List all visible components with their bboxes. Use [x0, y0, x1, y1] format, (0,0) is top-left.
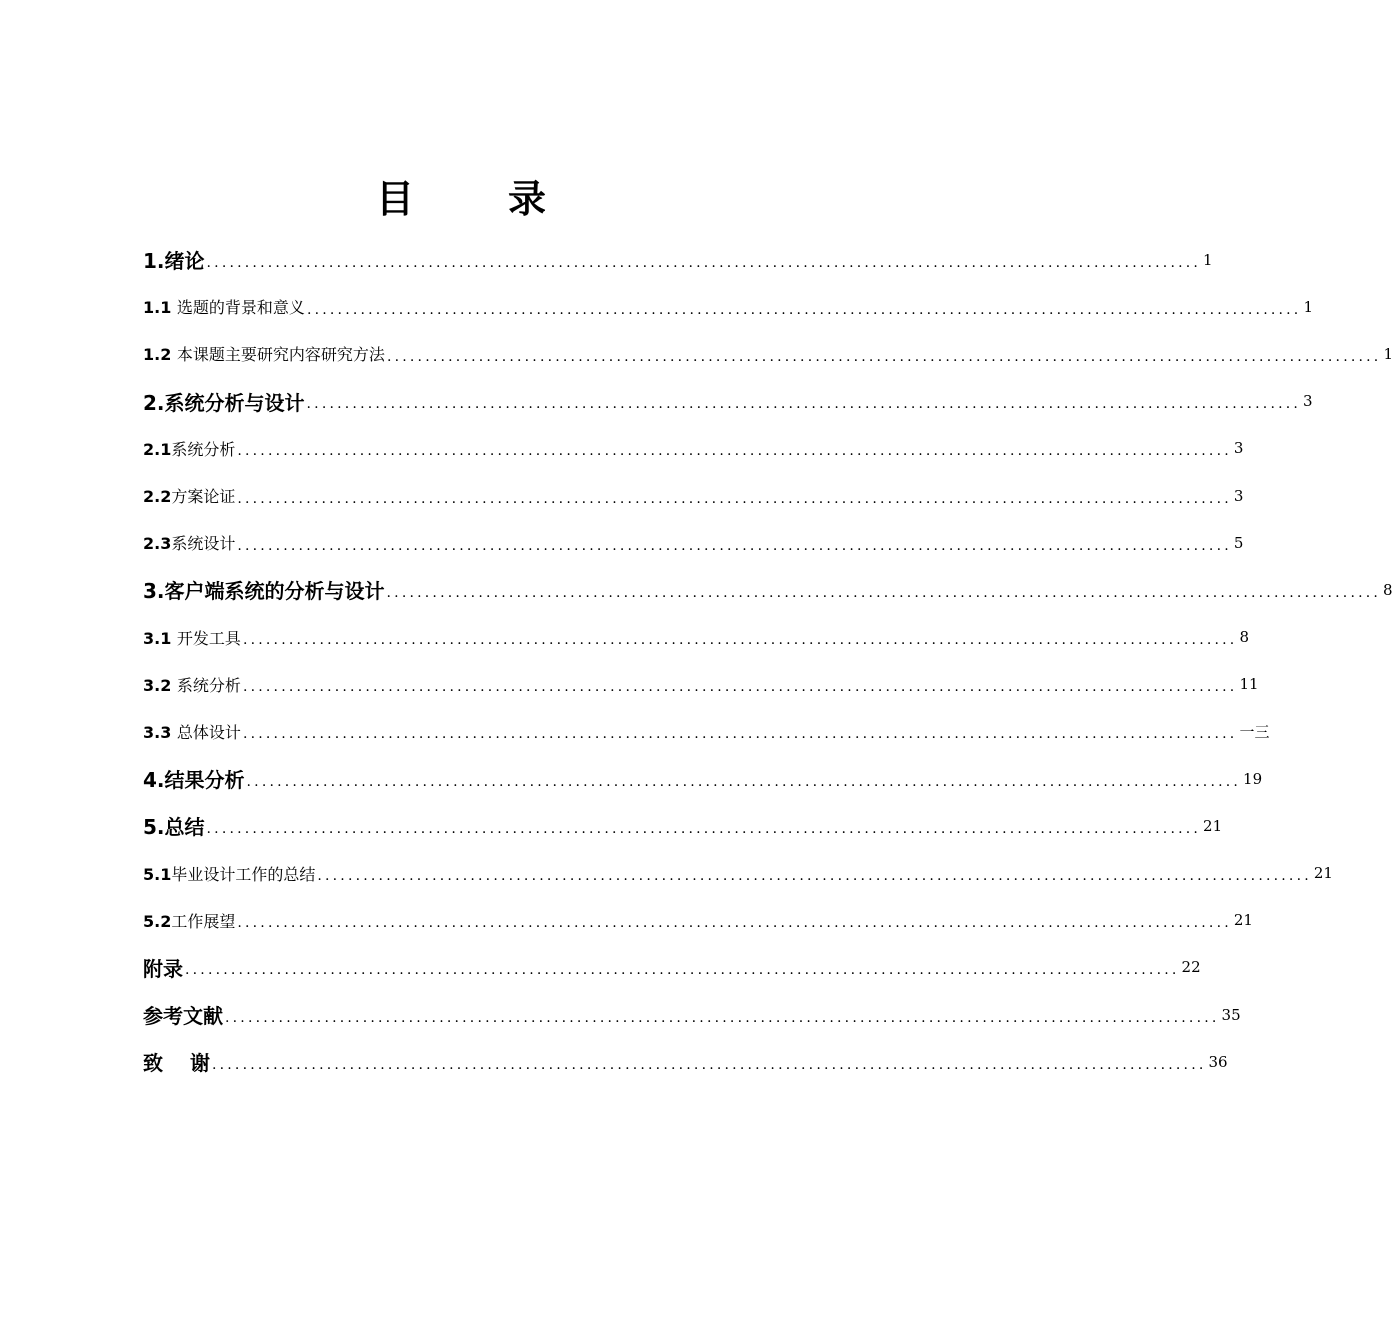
toc-leader: .................................................................................................................................. [386, 348, 1382, 365]
toc-leader: .................................................................................................................................. [237, 915, 1232, 932]
toc-leader: .................................................................................................................................. [306, 301, 1302, 318]
toc-entry[interactable] [143, 849, 1333, 896]
toc-page-number: 1 [1303, 297, 1314, 316]
page-title: 目 录 [375, 176, 574, 221]
toc-leader: .................................................................................................................................. [306, 396, 1302, 413]
toc-entry-label: 3.2 系统分析 [143, 673, 243, 696]
toc-page-number: 3 [1233, 486, 1244, 505]
toc-entry[interactable] [143, 330, 1393, 377]
toc-leader: .................................................................................................................................. [185, 962, 1180, 979]
toc-page-number: 19 [1243, 769, 1263, 788]
toc-page-number: 1 [1203, 250, 1213, 269]
toc-leader: .................................................................................................................................. [237, 490, 1232, 507]
toc-entry[interactable] [143, 944, 1201, 991]
toc-leader: .................................................................................................................................. [211, 1056, 1207, 1073]
toc-leader: .................................................................................................................................. [317, 868, 1312, 885]
toc-leader: .................................................................................................................................. [386, 584, 1382, 601]
toc-entry-label: 4.结果分析 [143, 764, 247, 793]
toc-leader: .................................................................................................................................. [242, 632, 1238, 649]
toc-page-number: 3 [1303, 392, 1313, 411]
toc-entry-label: 5.2工作展望 [143, 909, 237, 932]
toc-entry[interactable] [143, 755, 1263, 802]
toc-entry[interactable] [143, 614, 1250, 661]
toc-entry-label: 3.客户端系统的分析与设计 [143, 575, 387, 604]
toc-entry-label: 2.3系统设计 [143, 531, 237, 554]
toc-entry-label: 2.系统分析与设计 [143, 387, 307, 416]
toc-entry[interactable] [143, 708, 1270, 755]
toc-entry-label: 3.3 总体设计 [143, 720, 243, 743]
toc-page-number: 21 [1233, 911, 1253, 930]
toc-page-number: 36 [1208, 1052, 1228, 1071]
toc-leader: .................................................................................................................................. [225, 1009, 1220, 1026]
toc-entry[interactable] [143, 991, 1241, 1038]
toc-entry[interactable] [143, 566, 1393, 613]
toc-page-number: 1 [1383, 344, 1393, 363]
toc-leader: .................................................................................................................................. [206, 254, 1202, 271]
toc-entry[interactable] [143, 897, 1253, 944]
toc-page-number: 5 [1233, 533, 1244, 552]
toc-entry-label: 1.2 本课题主要研究内容研究方法 [143, 342, 387, 365]
toc-entry-label: 3.1 开发工具 [143, 626, 243, 649]
toc-page-number: 21 [1313, 864, 1333, 883]
toc-entry[interactable] [143, 661, 1259, 708]
toc-leader: .................................................................................................................................. [237, 537, 1232, 554]
toc-entry-label: 附录 [143, 953, 185, 982]
toc-leader: .................................................................................................................................. [206, 820, 1202, 837]
toc-entry-label: 1.绪论 [143, 245, 207, 274]
toc-entry-label: 5.1毕业设计工作的总结 [143, 862, 317, 885]
toc-entry-label: 1.1 选题的背景和意义 [143, 295, 307, 318]
toc-entry[interactable] [143, 802, 1223, 849]
toc-page-number: 11 [1239, 675, 1259, 694]
toc-leader: .................................................................................................................................. [242, 726, 1238, 743]
toc-entry-label: 2.1系统分析 [143, 437, 237, 460]
toc-page-number: 一三 [1239, 722, 1270, 741]
toc-page-number: 8 [1239, 628, 1250, 647]
toc-page-number: 35 [1221, 1005, 1241, 1024]
toc-page-number: 21 [1203, 816, 1223, 835]
toc-page-number: 3 [1233, 439, 1244, 458]
toc-entry[interactable] [143, 519, 1244, 566]
toc-entry[interactable] [143, 236, 1213, 283]
toc-entry-label: 致 谢 [143, 1047, 212, 1076]
toc-page-number: 22 [1181, 958, 1201, 977]
toc-entry-label: 2.2方案论证 [143, 484, 237, 507]
toc-leader: .................................................................................................................................. [242, 679, 1238, 696]
toc-entry-label: 参考文献 [143, 1000, 225, 1029]
toc-leader: .................................................................................................................................. [246, 773, 1242, 790]
toc-entry[interactable] [143, 472, 1244, 519]
toc-entry[interactable] [143, 1038, 1228, 1085]
toc-entry[interactable] [143, 283, 1314, 330]
toc-leader: .................................................................................................................................. [237, 443, 1232, 460]
toc-entry[interactable] [143, 425, 1244, 472]
toc-page-number: 8 [1383, 580, 1393, 599]
table-of-contents [143, 236, 1393, 1085]
toc-entry-label: 5.总结 [143, 811, 207, 840]
toc-entry[interactable] [143, 378, 1313, 425]
